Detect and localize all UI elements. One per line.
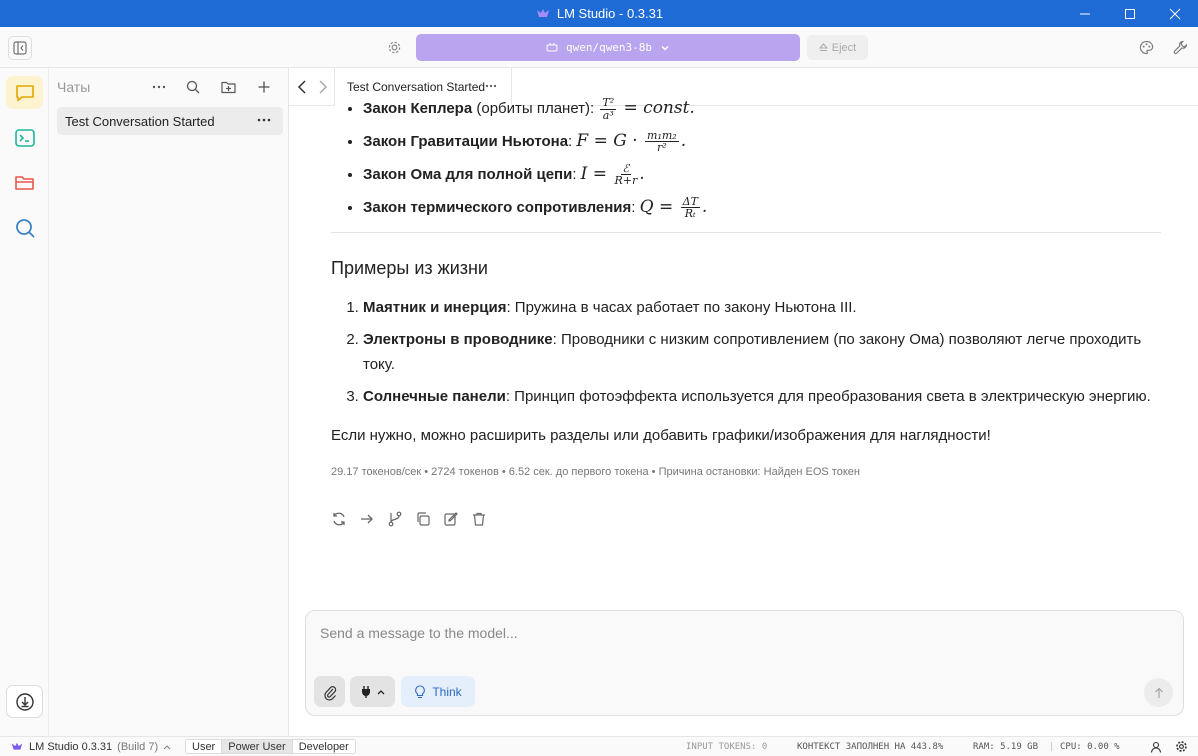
integrations-button[interactable] xyxy=(350,676,395,707)
branch-button[interactable] xyxy=(387,511,403,527)
back-button[interactable] xyxy=(293,78,311,96)
mode-user-button[interactable]: User xyxy=(185,739,222,754)
eject-label: Eject xyxy=(831,41,857,54)
settings-gear-button[interactable] xyxy=(384,37,404,57)
arrow-right-icon xyxy=(359,511,375,527)
example-item: 3. Солнечные панели: Принцип фотоэффекта используется для преобразования света в электрическую энергию. xyxy=(363,384,1161,410)
think-toggle[interactable] xyxy=(401,676,475,707)
search-chats-button[interactable] xyxy=(184,78,202,96)
chats-header: Чаты xyxy=(57,79,91,95)
branch-icon xyxy=(387,511,403,527)
eject-button[interactable] xyxy=(807,35,868,60)
copy-button[interactable] xyxy=(415,511,431,527)
cpu-usage: CPU: 0.00 % xyxy=(1060,741,1120,752)
forward-button[interactable] xyxy=(314,78,332,96)
message-actions xyxy=(331,511,1161,527)
minimize-button[interactable] xyxy=(1062,0,1108,27)
chevron-left-icon xyxy=(297,80,307,94)
maximize-button[interactable] xyxy=(1107,0,1153,27)
window-title: LM Studio - 0.3.31 xyxy=(556,6,664,21)
app-version-button[interactable] xyxy=(10,739,171,754)
search-icon xyxy=(14,217,36,239)
law-item: • Закон Гравитации Ньютона: F = G · $\frac{\text{m₁m₂}}{\text{r²}}$ . xyxy=(363,127,1161,156)
generation-stats: 29.17 токенов/сек • 2724 токенов • 6.52 сек. до первого токена • Причина остановки: Найден EOS токен xyxy=(331,465,860,478)
law-item: • Закон Ома для полной цепи: I = $\frac{\text{ℰ}}{R+r}$ . xyxy=(363,160,1161,189)
assistant-message xyxy=(331,90,1161,527)
new-folder-button[interactable] xyxy=(219,78,237,96)
app-logo-icon xyxy=(10,741,24,753)
section-heading: Примеры из жизни xyxy=(331,257,488,278)
arrow-up-icon xyxy=(1154,687,1164,699)
model-name: qwen/qwen3-8b xyxy=(565,41,653,54)
context-usage: КОНТЕКСТ ЗАПОЛНЕН НА 443.8% xyxy=(797,741,944,752)
chats-panel xyxy=(49,68,289,736)
nav-chat-button[interactable] xyxy=(6,76,43,109)
tools-button[interactable] xyxy=(1170,37,1190,57)
chats-more-button[interactable] xyxy=(150,79,168,95)
section-divider xyxy=(331,232,1161,233)
window-title-area xyxy=(0,0,1198,27)
copy-icon xyxy=(415,511,431,527)
regenerate-button[interactable] xyxy=(331,511,347,527)
plus-icon xyxy=(258,81,270,93)
law-item: • Закон термического сопротивления: Q = $\frac{\Delta T}{\text{Rₜ}}$ . xyxy=(363,193,1161,222)
attach-button[interactable] xyxy=(314,676,345,707)
user-icon xyxy=(1150,741,1162,753)
lightbulb-icon xyxy=(414,685,426,699)
chat-item-menu-button[interactable] xyxy=(257,111,271,129)
chevron-up-icon xyxy=(377,689,385,695)
status-separator: | xyxy=(1049,741,1055,752)
user-profile-button[interactable] xyxy=(1150,739,1162,754)
chevron-up-icon xyxy=(163,744,171,750)
nav-my-models-button[interactable] xyxy=(6,166,43,199)
more-dots-icon xyxy=(152,85,166,89)
edit-button[interactable] xyxy=(443,511,459,527)
mode-switcher xyxy=(185,739,356,754)
edit-icon xyxy=(443,511,459,527)
wrench-icon xyxy=(1173,40,1188,55)
terminal-icon xyxy=(14,128,36,148)
paperclip-icon xyxy=(323,684,337,700)
app-logo-icon xyxy=(535,7,551,21)
folder-plus-icon xyxy=(221,80,236,94)
think-label: Think xyxy=(432,684,462,699)
message-input[interactable] xyxy=(318,623,1168,663)
palette-icon xyxy=(1139,40,1154,55)
mode-developer-button[interactable]: Developer xyxy=(293,739,356,754)
toggle-sidebar-button[interactable] xyxy=(8,36,32,60)
mode-power-user-button[interactable]: Power User xyxy=(222,739,292,754)
delete-button[interactable] xyxy=(471,511,487,527)
app-version: LM Studio 0.3.31 xyxy=(29,740,113,753)
chat-list-item[interactable] xyxy=(57,107,283,135)
chevron-right-icon xyxy=(318,80,328,94)
trash-icon xyxy=(471,511,487,527)
gear-icon xyxy=(387,40,402,55)
downloads-button[interactable] xyxy=(6,685,43,718)
nav-discover-button[interactable] xyxy=(6,211,43,244)
search-icon xyxy=(186,80,200,94)
example-item: 1. Маятник и инерция: Пружина в часах работает по закону Ньютона III. xyxy=(363,295,1161,321)
download-icon xyxy=(15,692,35,712)
top-toolbar xyxy=(0,27,1198,68)
more-dots-icon xyxy=(257,111,271,129)
message-composer xyxy=(305,610,1184,716)
eject-icon xyxy=(819,43,828,52)
chevron-down-icon xyxy=(660,43,670,53)
formula-fraction: $\frac{\text{ℰ}}{R+r}$ xyxy=(614,161,638,188)
tab-title: Test Conversation Started xyxy=(347,80,486,94)
model-selector[interactable] xyxy=(416,34,800,61)
formula-fraction: $\frac{\text{T²}}{\text{a³}}$ xyxy=(602,95,615,122)
build-number: (Build 7) xyxy=(117,740,159,753)
nav-developer-button[interactable] xyxy=(6,121,43,154)
laws-list xyxy=(331,94,1161,222)
law-item: • Закон Кеплера (орбиты планет): $\frac{\text{T²}}{\text{a³}}$ = const. xyxy=(363,94,1161,123)
examples-list xyxy=(331,295,1161,409)
new-chat-button[interactable] xyxy=(255,78,273,96)
continue-button[interactable] xyxy=(359,511,375,527)
left-icon-rail xyxy=(0,68,49,736)
example-item: 2. Электроны в проводнике: Проводники с низким сопротивлением (по закону Ома) позволяют легче проходить току. xyxy=(363,327,1161,378)
theme-button[interactable] xyxy=(1136,37,1156,57)
formula-fraction: $\frac{\text{m₁m₂}}{\text{r²}}$ xyxy=(647,128,677,155)
folder-icon xyxy=(14,173,36,193)
closing-paragraph: Если нужно, можно расширить разделы или добавить графики/изображения для наглядности! xyxy=(331,427,991,445)
ram-usage: RAM: 5.19 GB xyxy=(973,741,1039,752)
formula-fraction: $\frac{\Delta T}{\text{Rₜ}}$ xyxy=(682,194,698,221)
model-icon xyxy=(546,43,558,53)
title-bar xyxy=(0,0,1198,27)
close-window-button[interactable] xyxy=(1152,0,1198,27)
gear-icon xyxy=(1175,740,1188,753)
input-tokens: INPUT TOKENS: 0 xyxy=(686,741,768,752)
chat-title: Test Conversation Started xyxy=(65,114,215,129)
sidebar-collapse-icon xyxy=(13,41,27,55)
status-bar xyxy=(0,736,1198,756)
regenerate-icon xyxy=(331,511,347,527)
chat-bubble-icon xyxy=(14,83,36,103)
app-settings-button[interactable] xyxy=(1175,739,1188,754)
plug-icon xyxy=(360,685,372,699)
send-button[interactable] xyxy=(1144,678,1173,707)
conversation-area xyxy=(289,95,1198,606)
